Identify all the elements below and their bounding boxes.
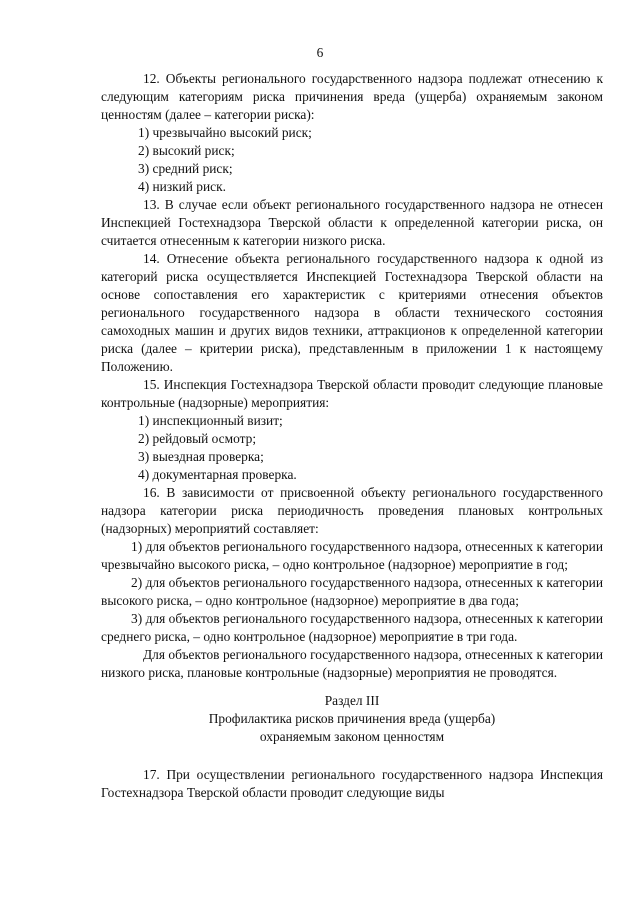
paragraph-14: 14. Отнесение объекта регионального государственного надзора к одной из категорий риска осуществляется Инспекцией Гостехнадзора Тверской области на основе сопоставления его характеристик с критериями отнесения объектов регионального государственного надзора в области технического состояния самоходных машин и других видов техники, аттракционов к определенной категории риска (далее – критерии риска), представленным в приложении 1 к настоящему Положению.	[101, 251, 603, 374]
risk-category-item: 2) высокий риск;	[138, 143, 235, 158]
inspection-type-item: 4) документарная проверка.	[138, 467, 297, 482]
section-subtitle-line2: охраняемым законом ценностям	[259, 729, 445, 744]
paragraph-13: 13. В случае если объект регионального государственного надзора не отнесен Инспекцией Гостехнадзора Тверской области к определенной категории риска, он считается отнесенным к категории низкого риска.	[101, 197, 603, 248]
risk-category-item: 4) низкий риск.	[138, 179, 226, 194]
section-title: Раздел III	[324, 693, 380, 708]
paragraph-12: 12. Объекты регионального государственного надзора подлежат отнесению к следующим категориям риска причинения вреда (ущерба) охраняемым законом ценностям (далее – категории риска):	[101, 71, 603, 122]
paragraph-16: 16. В зависимости от присвоенной объекту регионального государственного надзора категории риска периодичность проведения плановых контрольных (надзорных) мероприятий составляет:	[101, 485, 603, 536]
paragraph-15: 15. Инспекция Гостехнадзора Тверской области проводит следующие плановые контрольные (надзорные) мероприятия:	[101, 377, 603, 410]
periodicity-item: 3) для объектов регионального государственного надзора, отнесенных к категории среднего риска, – одно контрольное (надзорное) мероприятие в три года.	[101, 611, 603, 644]
inspection-type-item: 2) рейдовый осмотр;	[138, 431, 257, 446]
section-subtitle-line1: Профилактика рисков причинения вреда (ущерба)	[208, 711, 496, 726]
risk-category-item: 3) средний риск;	[138, 161, 233, 176]
periodicity-item: 2) для объектов регионального государственного надзора, отнесенных к категории высокого риска, – одно контрольное (надзорное) мероприятие в два года;	[101, 575, 603, 608]
page-number: 6	[316, 45, 324, 60]
document-body	[101, 70, 603, 802]
inspection-type-item: 1) инспекционный визит;	[138, 413, 283, 428]
paragraph-16-tail: Для объектов регионального государственного надзора, отнесенных к категории низкого риска, плановые контрольные (надзорные) мероприятия не проводятся.	[101, 647, 603, 680]
risk-category-item: 1) чрезвычайно высокий риск;	[138, 125, 312, 140]
paragraph-17: 17. При осуществлении регионального государственного надзора Инспекция Гостехнадзора Тверской области проводит следующие виды	[101, 767, 603, 800]
section-heading	[101, 692, 603, 746]
inspection-type-item: 3) выездная проверка;	[138, 449, 264, 464]
periodicity-item: 1) для объектов регионального государственного надзора, отнесенных к категории чрезвычайно высокого риска, – одно контрольное (надзорное) мероприятие в год;	[101, 539, 603, 572]
